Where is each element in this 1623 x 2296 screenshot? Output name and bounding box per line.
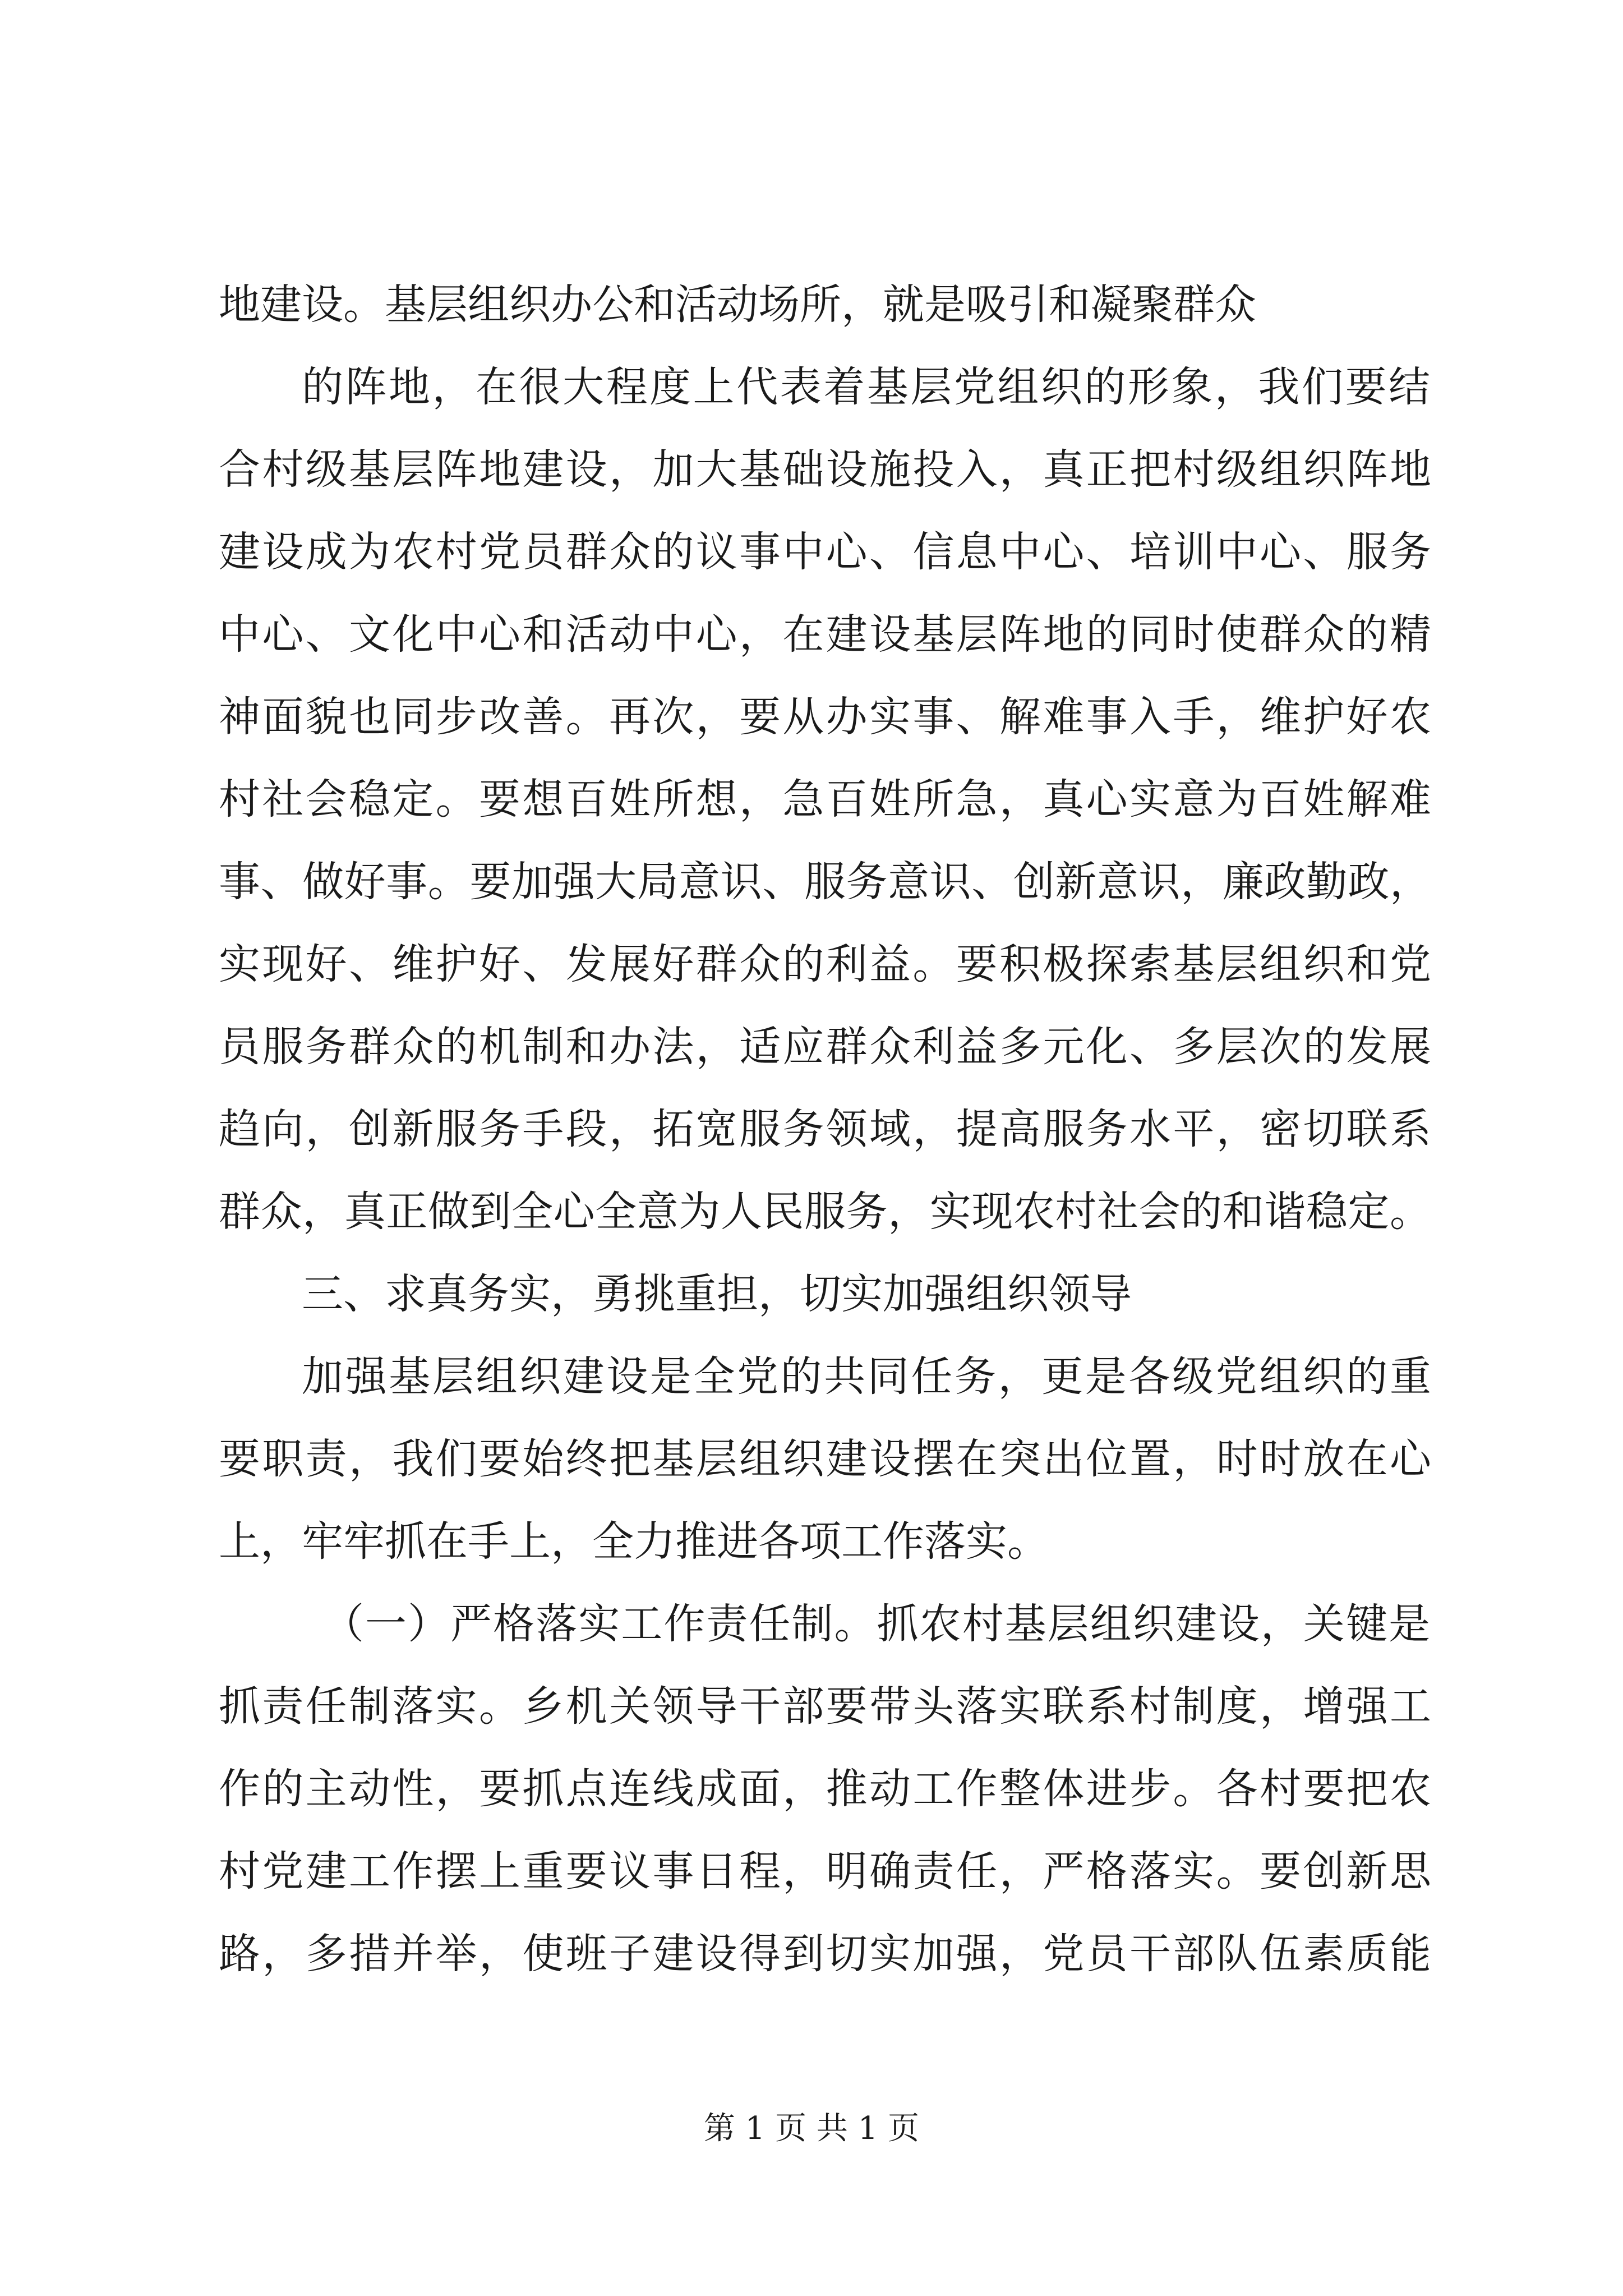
- text-line: 路，多措并举，使班子建设得到切实加强，党员干部队伍素质能: [219, 1930, 1430, 1978]
- text-line: 加强基层组织建设是全党的共同任务，更是各级党组织的重: [302, 1352, 1430, 1401]
- section-heading: 三、求真务实，勇挑重担，切实加强组织领导: [302, 1270, 1132, 1318]
- text-line: 地建设。基层组织办公和活动场所，就是吸引和凝聚群众: [219, 280, 1256, 329]
- text-line: 村党建工作摆上重要议事日程，明确责任，严格落实。要创新思: [219, 1847, 1430, 1895]
- text-line: 神面貌也同步改善。再次，要从办实事、解难事入手，维护好农: [219, 693, 1430, 741]
- text-line: 建设成为农村党员群众的议事中心、信息中心、培训中心、服务: [219, 528, 1430, 576]
- text-line: 上，牢牢抓在手上，全力推进各项工作落实。: [219, 1517, 1049, 1566]
- document-body: [219, 264, 1430, 1995]
- subsection-line: （一）严格落实工作责任制。抓农村基层组织建设，关键是: [322, 1600, 1430, 1648]
- text-line: 抓责任制落实。乡机关领导干部要带头落实联系村制度，增强工: [219, 1682, 1430, 1731]
- text-line: 中心、文化中心和活动中心，在建设基层阵地的同时使群众的精: [219, 610, 1430, 659]
- text-line: 村社会稳定。要想百姓所想，急百姓所急，真心实意为百姓解难: [219, 775, 1430, 823]
- text-line: 要职责，我们要始终把基层组织建设摆在突出位置，时时放在心: [219, 1435, 1430, 1483]
- text-line: 的阵地，在很大程度上代表着基层党组织的形象，我们要结: [302, 363, 1430, 411]
- text-line: 员服务群众的机制和办法，适应群众利益多元化、多层次的发展: [219, 1023, 1430, 1071]
- text-line: 事、做好事。要加强大局意识、服务意识、创新意识，廉政勤政，: [219, 858, 1430, 906]
- text-line: 群众，真正做到全心全意为人民服务，实现农村社会的和谐稳定。: [219, 1188, 1430, 1236]
- text-line: 趋向，创新服务手段，拓宽服务领域，提高服务水平，密切联系: [219, 1105, 1430, 1153]
- text-line: 实现好、维护好、发展好群众的利益。要积极探索基层组织和党: [219, 940, 1430, 988]
- page-footer: 第 1 页 共 1 页: [703, 2110, 920, 2147]
- text-line: 合村级基层阵地建设，加大基础设施投入，真正把村级组织阵地: [219, 445, 1430, 494]
- text-line: 作的主动性，要抓点连线成面，推动工作整体进步。各村要把农: [219, 1765, 1430, 1813]
